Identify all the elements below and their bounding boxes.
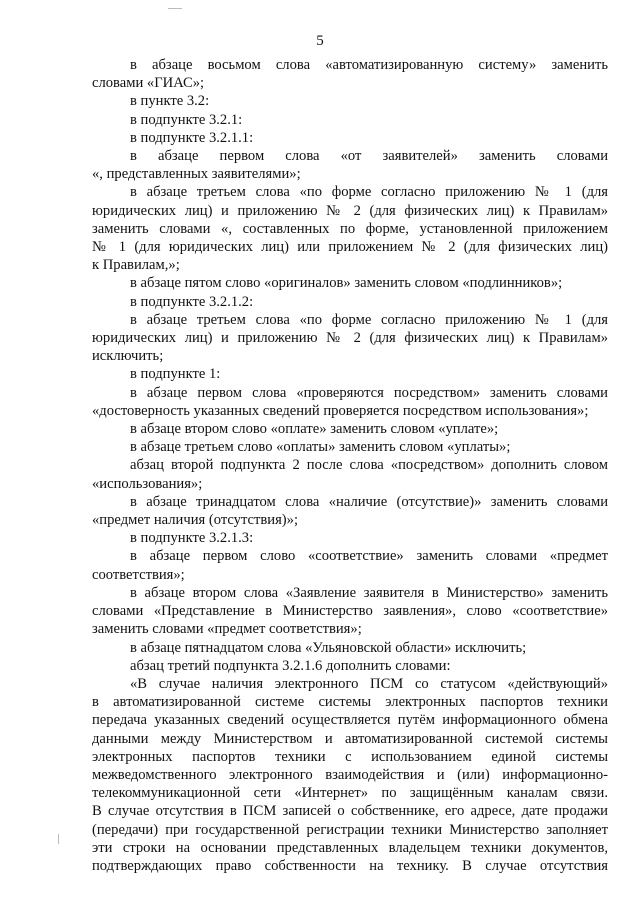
scan-artifact	[168, 8, 182, 9]
text-line: в абзаце втором слова «Заявление заявителя в Министерство» заменить	[130, 584, 608, 601]
text-line: в абзаце третьем слова «по форме согласно приложению № 1 (для	[130, 184, 608, 201]
page-number: 5	[316, 33, 324, 49]
text-line: в абзаце пятом слово «оригиналов» заменить словом «подлинников»;	[130, 275, 563, 292]
text-line: соответствия»;	[92, 566, 185, 583]
text-line: телекоммуникационной сети «Интернет» по защищённым каналам связи.	[92, 785, 608, 802]
text-line: «использования»;	[92, 475, 203, 492]
text-line: в абзаце восьмом слова «автоматизированную систему» заменить	[130, 57, 608, 73]
text-line: в абзаце первом слова «проверяются посредством» заменить словами	[130, 384, 608, 401]
text-line: межведомственного электронного взаимодействия и (или) информационно-	[92, 766, 608, 783]
text-line: данными между Министерством и автоматизированной системой системы	[92, 730, 608, 747]
text-line: в подпункте 3.2.1:	[130, 111, 243, 128]
text-line: словами «Представление в Министерство заявления», слово «соответствие»	[92, 603, 608, 620]
text-line: В случае отсутствия в ПСМ записей о собственнике, его адресе, дате продажи	[92, 803, 608, 820]
text-line: подтверждающих право собственности на технику. В случае отсутствия	[92, 857, 608, 874]
text-line: в подпункте 3.2.1.3:	[130, 530, 254, 547]
text-line: в абзаце втором слово «оплате» заменить словом «уплате»;	[130, 421, 499, 438]
text-line: «В случае наличия электронного ПСМ со статусом «действующий»	[130, 675, 608, 692]
text-line: абзац второй подпункта 2 после слова «посредством» дополнить словом	[130, 457, 608, 474]
text-line: «предмет наличия (отсутствия)»;	[92, 512, 299, 529]
text-line: в абзаце третьем слово «оплаты» заменить словом «уплаты»;	[130, 439, 511, 456]
text-line: в пункте 3.2:	[130, 93, 210, 110]
text-line: заменить словами «предмет соответствия»;	[92, 621, 362, 638]
text-line: к Правилам,»;	[92, 257, 180, 274]
text-line: заменить словами «, составленных по форме, установленной приложением	[92, 220, 608, 237]
text-line: юридических лиц) и приложению № 2 (для физических лиц) к Правилам»	[92, 202, 608, 219]
text-line: абзац третий подпункта 3.2.1.6 дополнить словами:	[130, 657, 451, 674]
text-line: «достоверность указанных сведений проверяется посредством использования»;	[92, 402, 589, 419]
text-line: словами «ГИАС»;	[92, 75, 205, 92]
text-line: в подпункте 3.2.1.1:	[130, 129, 254, 146]
text-line: «, представленных заявителями»;	[92, 166, 301, 183]
scan-artifact	[58, 834, 59, 844]
text-line: в подпункте 3.2.1.2:	[130, 293, 254, 310]
text-line: (передачи) при государственной регистрации техники Министерство заполняет	[92, 821, 608, 838]
text-line: в абзаце тринадцатом слова «наличие (отсутствие)» заменить словами	[130, 493, 608, 510]
text-line: в абзаце третьем слова «по форме согласно приложению № 1 (для	[130, 311, 608, 328]
text-line: в абзаце первом слова «от заявителей» заменить словами	[130, 148, 608, 165]
text-line: передача указанных сведений осуществляется путём информационного обмена	[92, 712, 608, 729]
text-line: в автоматизированной системе системы электронных паспортов техники	[92, 694, 608, 711]
text-line: эти строки на основании представленных владельцем техники документов,	[92, 839, 608, 856]
text-line: в абзаце пятнадцатом слова «Ульяновской области» исключить;	[130, 639, 527, 656]
text-line: в подпункте 1:	[130, 366, 221, 383]
text-line: юридических лиц) и приложению № 2 (для физических лиц) к Правилам»	[92, 330, 608, 347]
document-body	[92, 56, 608, 875]
text-line: электронных паспортов техники с использованием единой системы	[92, 748, 608, 765]
text-line: № 1 (для юридических лиц) или приложением № 2 (для физических лиц)	[92, 239, 608, 256]
text-line: в абзаце первом слово «соответствие» заменить словами «предмет	[130, 548, 608, 565]
text-line: исключить;	[92, 348, 164, 365]
